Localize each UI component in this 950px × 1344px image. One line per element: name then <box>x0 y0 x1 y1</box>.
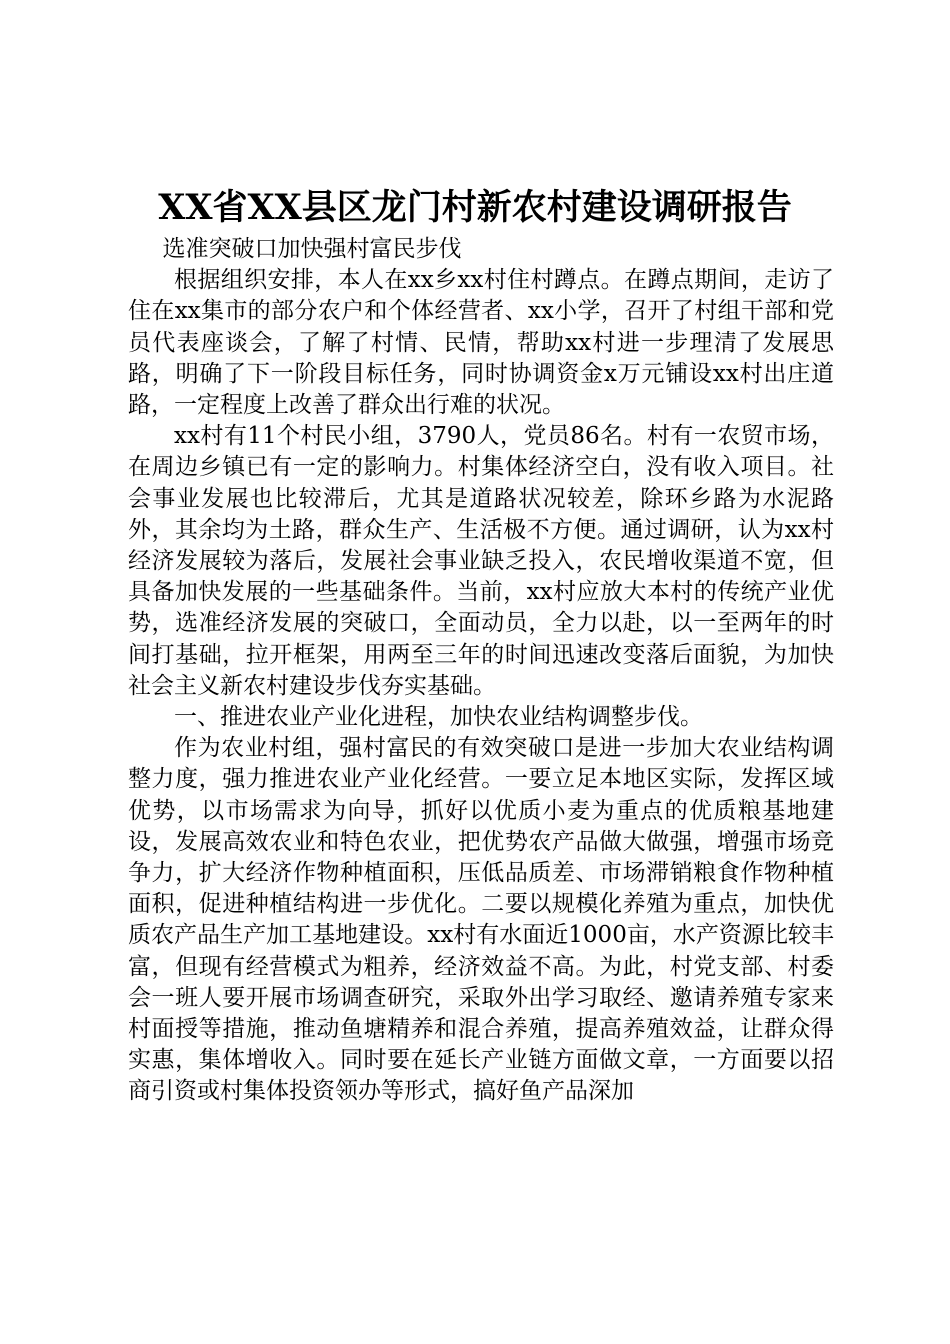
section-heading-1: 一、推进农业产业化进程，加快农业结构调整步伐。 <box>174 704 703 731</box>
paragraph-agriculture: 作为农业村组，强村富民的有效突破口是进一步加大农业结构调整力度，强力推进农业产业化经营。一要立足本地区实际，发挥区域优势，以市场需求为向导，抓好以优质小麦为重点的优质粮基地建设，发展高效农业和特色农业，把优势农产品做大做强，增强市场竞争力，扩大经济作物种植面积，压低品质差、市场滞销粮食作物种植面积，促进种植结构进一步优化。二要以规模化养殖为重点，加快优质农产品生产加工基地建设。xx村有水面近1000亩，水产资源比较丰富，但现有经营模式为粗养，经济效益不高。为此，村党支部、村委会一班人要开展市场调查研究，采取外出学习取经、邀请养殖专家来村面授等措施，推动鱼塘精养和混合养殖，提高养殖效益，让群众得实惠，集体增收入。同时要在延长产业链方面做文章，一方面要以招商引资或村集体投资领办等形式，搞好鱼产品深加 <box>128 735 834 1105</box>
document-title: XX省XX县区龙门村新农村建设调研报告 <box>158 187 792 228</box>
document-subtitle: 选准突破口加快强村富民步伐 <box>162 236 462 262</box>
document-body <box>128 234 834 1108</box>
paragraph-village-overview: xx村有11个村民小组，3790人，党员86名。村有一农贸市场，在周边乡镇已有一定的影响力。村集体经济空白，没有收入项目。社会事业发展也比较滞后，尤其是道路状况较差，除环乡路为水泥路外，其余均为土路，群众生产、生活极不方便。通过调研，认为xx村经济发展较为落后，发展社会事业缺乏投入，农民增收渠道不宽，但具备加快发展的一些基础条件。当前，xx村应放大本村的传统产业优势，选准经济发展的突破口，全面动员，全力以赴，以一至两年的时间打基础，拉开框架，用两至三年的时间迅速改变落后面貌，为加快社会主义新农村建设步伐夯实基础。 <box>128 423 834 699</box>
paragraph-intro: 根据组织安排，本人在xx乡xx村住村蹲点。在蹲点期间，走访了住在xx集市的部分农户和个体经营者、xx小学，召开了村组干部和党员代表座谈会，了解了村情、民情，帮助xx村进一步理清了发展思路，明确了下一阶段目标任务，同时协调资金x万元铺设xx村出庄道路，一定程度上改善了群众出行难的状况。 <box>128 267 834 419</box>
